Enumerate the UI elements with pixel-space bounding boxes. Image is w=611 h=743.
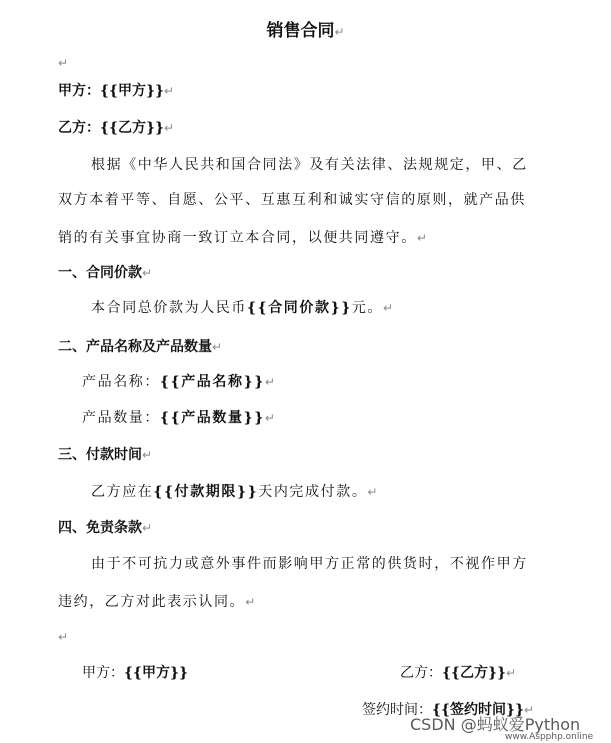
section-4-heading: 四、免责条款↵ bbox=[58, 520, 153, 536]
document-title: 销售合同↵ bbox=[266, 21, 345, 41]
signature-party-a: 甲方：{{甲方}} bbox=[82, 665, 189, 681]
product-qty-line: 产品数量：{{产品数量}}↵ bbox=[82, 410, 277, 426]
section-1-text: 本合同总价款为人民币{{合同价款}}元。↵ bbox=[91, 300, 395, 316]
intro-line-2: 双方本着平等、自愿、公平、互惠互利和诚实守信的原则，就产品供 bbox=[58, 192, 526, 208]
product-name-placeholder: {{产品名称}} bbox=[160, 374, 265, 390]
product-qty-placeholder: {{产品数量}} bbox=[160, 410, 265, 426]
party-a-line: 甲方：{{甲方}}↵ bbox=[58, 83, 175, 99]
contract-price-placeholder: {{合同价款}} bbox=[247, 300, 352, 316]
signature-party-b: 乙方：{{乙方}}↵ bbox=[400, 665, 517, 681]
section-2-heading: 二、产品名称及产品数量↵ bbox=[58, 339, 223, 355]
intro-line-1: 根据《中华人民共和国合同法》及有关法律、法规规定，甲、乙 bbox=[91, 157, 528, 173]
empty-paragraph: ↵ bbox=[58, 56, 69, 70]
empty-paragraph: ↵ bbox=[58, 630, 69, 644]
section-4-line-2: 违约，乙方对此表示认同。↵ bbox=[58, 594, 257, 610]
payment-term-placeholder: {{付款期限}} bbox=[153, 484, 259, 500]
section-1-heading: 一、合同价款↵ bbox=[58, 265, 153, 281]
signature-time: 签约时间：{{签约时间}}↵ bbox=[362, 702, 535, 718]
intro-line-3: 销的有关事宜协商一致订立本合同，以便共同遵守。↵ bbox=[58, 230, 429, 246]
party-b-line: 乙方：{{乙方}}↵ bbox=[58, 120, 175, 136]
section-3-heading: 三、付款时间↵ bbox=[58, 447, 153, 463]
site-watermark: www.Aspphp.online bbox=[505, 732, 594, 742]
product-name-line: 产品名称：{{产品名称}}↵ bbox=[82, 374, 277, 390]
section-4-line-1: 由于不可抗力或意外事件而影响甲方正常的供货时，不视作甲方 bbox=[91, 556, 528, 572]
csdn-watermark: CSDN @蚂蚁爱Python bbox=[410, 715, 581, 734]
section-3-text: 乙方应在{{付款期限}}天内完成付款。↵ bbox=[91, 484, 380, 500]
